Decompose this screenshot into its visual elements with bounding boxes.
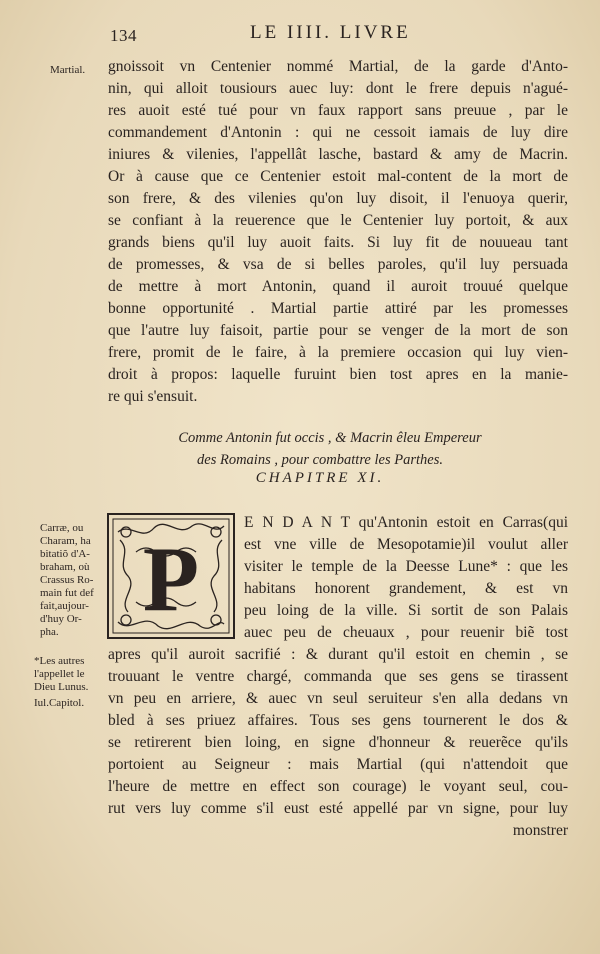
text-line: vn peu en arriere, & auec vn seul seruiteur s'en alla dedans vn: [108, 690, 568, 707]
text-line: rut vers luy comme s'il eust esté appellé par vn signe, pour luy: [108, 800, 568, 817]
text-line: apres qu'il auroit sacrifié : & durant qu'il estoit en chemin , se: [108, 646, 568, 663]
margin-note-line: Crassus Ro-: [40, 574, 94, 586]
chapter-heading-line-1: Comme Antonin fut occis , & Macrin êleu Empereur: [178, 430, 482, 446]
text-line: auec peu de cheuaux , pour reuenir biẽ tost: [244, 624, 568, 641]
margin-note-martial: Martial.: [50, 64, 86, 76]
chapter-label: CHAPITRE XI.: [255, 470, 385, 486]
page-number: 134: [110, 26, 137, 45]
margin-note-line: main fut def: [40, 587, 94, 599]
margin-note-line: braham, où: [40, 561, 90, 573]
text-line: re qui s'ensuit.: [108, 388, 198, 405]
margin-note-carrae: [40, 522, 106, 639]
margin-note-line: Dieu Lunus.: [34, 681, 89, 693]
text-line: bled à ses priuez affaires. Tous ses gens tournerent le dos &: [108, 712, 568, 729]
margin-note-line: l'appellet le: [34, 668, 85, 680]
margin-note-line: fait,aujour-: [40, 600, 89, 612]
ornament-frame-icon: [106, 512, 236, 640]
margin-note-line: bitatiõ d'A-: [40, 548, 90, 560]
text-line: iniures & vilenies, l'appellât lasche, bastard & amy de Macrin.: [108, 146, 568, 163]
catchword: monstrer: [512, 822, 568, 839]
text-line: Or à cause que ce Centenier estoit mal-content de la mort de: [108, 168, 568, 185]
text-line: se confiant à la reuerence que le Centenier luy portoit, & aux: [108, 212, 568, 229]
text-line: que l'autre luy faisoit, partie pour se venger de la mort de son: [108, 322, 568, 339]
text-line: res auoit esté tué pour vn faux rapport sans preuue , par le: [108, 102, 568, 119]
text-line: se retirerent bien loing, en signe d'honneur & reuerẽce qu'ils: [108, 734, 568, 751]
text-line: est vne ville de Mesopotamie)il voulut aller: [244, 536, 568, 553]
chapter-heading-line-2: des Romains , pour combattre les Parthes.: [197, 452, 443, 468]
text-line: habitans honorent grandement, & est vn: [244, 580, 568, 597]
text-line: E N D A N T qu'Antonin estoit en Carras(qui: [244, 514, 568, 531]
margin-note-lunus: [34, 655, 104, 694]
margin-note-line: pha.: [40, 626, 59, 638]
margin-note-line: d'huy Or-: [40, 613, 82, 625]
text-line: de mettre à mort Antonin, quand il auroit trouué quelque: [108, 278, 568, 295]
text-line: l'heure de mettre en effect son courage) le voyant seul, cou-: [108, 778, 568, 795]
margin-note-line: Carræ, ou: [40, 522, 84, 534]
text-line: grands biens qu'il luy auoit faits. Si luy fit de nouueau tant: [108, 234, 568, 251]
text-line: gnoissoit vn Centenier nommé Martial, de la garde d'Anto-: [108, 58, 568, 75]
text-line: nin, qui alloit tousiours auec luy: dont le frere depuis n'agué-: [108, 80, 568, 97]
page-header: [0, 22, 600, 46]
text-line: de promesses, & vsa de si belles paroles, qu'il luy persuada: [108, 256, 568, 273]
text-line: son frere, & des vilenies qu'on luy disoit, il l'enuoya querir,: [108, 190, 568, 207]
margin-note-capitol: Iul.Capitol.: [34, 697, 85, 709]
text-line: frere, promit de le faire, à la premiere occasion qui luy vien-: [108, 344, 568, 361]
text-line: portoient au Seigneur : mais Martial (qui n'attendoit que: [108, 756, 568, 773]
running-head: LE IIII. LIVRE: [250, 22, 411, 43]
drop-cap-letter: P: [142, 528, 200, 630]
margin-note-line: Charam, ha: [40, 535, 91, 547]
decorated-initial: [106, 512, 236, 640]
text-line: bonne opportunité . Martial partie attiré par les promesses: [108, 300, 568, 317]
text-line: peu loing de la ville. Si sortit de son Palais: [244, 602, 568, 619]
text-line: commandement d'Antonin : qui ne cessoit iamais de luy dire: [108, 124, 568, 141]
text-line: visiter le temple de la Deesse Lune* : que les: [244, 558, 568, 575]
text-line: droit à propos: laquelle furuint bien tost apres en la manie-: [108, 366, 568, 383]
margin-note-line: *Les autres: [34, 655, 85, 667]
text-line: trouuant le ventre chargé, commanda que ses gens se tirassent: [108, 668, 568, 685]
